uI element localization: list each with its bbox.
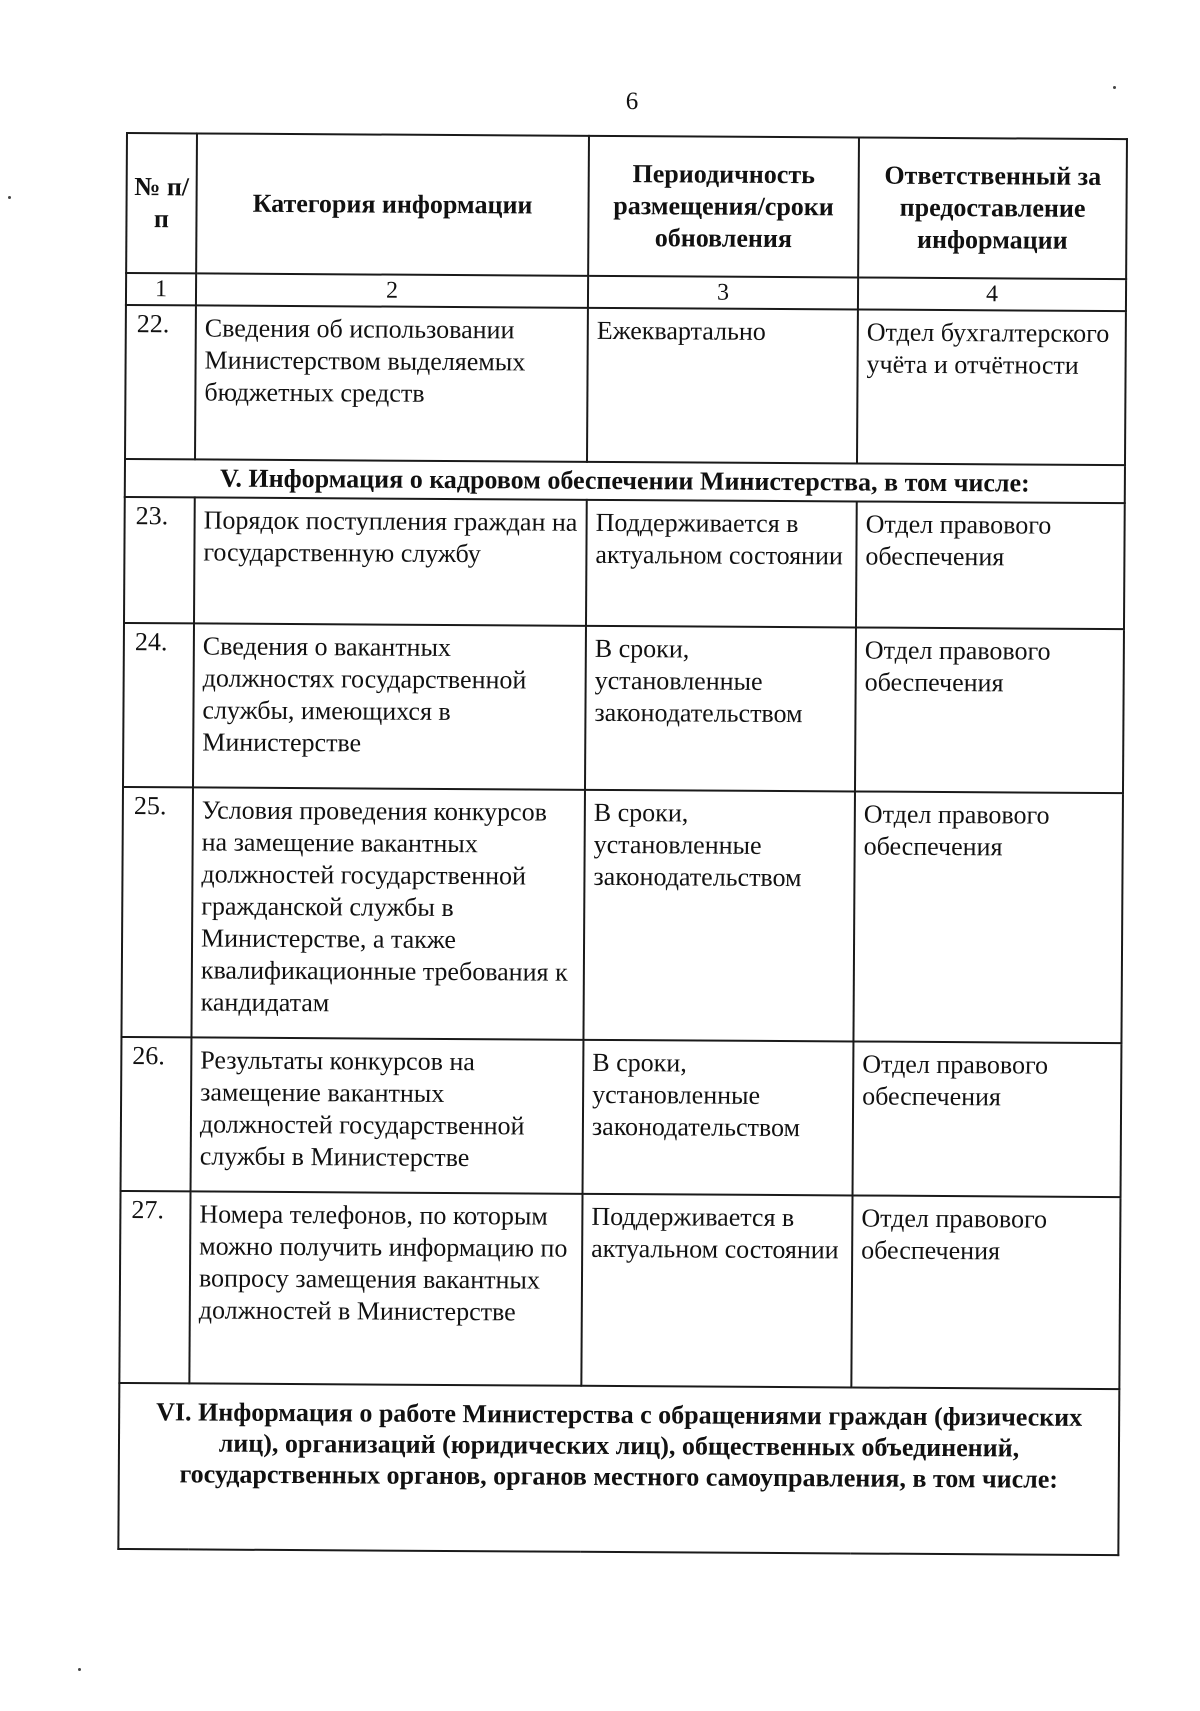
header-number: № п/п (126, 133, 197, 273)
row-periodicity: В сроки, установленные законодательством (583, 1040, 854, 1196)
row-periodicity: Поддерживается в актуальном состоянии (581, 1194, 852, 1388)
scan-speck (1113, 86, 1116, 89)
row-periodicity: В сроки, установленные законодательством (585, 626, 856, 792)
row-category: Результаты конкурсов на замещение вакантных должностей государственной службы в Министерстве (191, 1037, 584, 1193)
row-category: Сведения о вакантных должностях государственной службы, имеющихся в Министерстве (193, 623, 586, 789)
table-row (121, 1037, 1122, 1197)
row-responsible: Отдел правового обеспечения (855, 627, 1124, 793)
row-number: 24. (123, 623, 194, 787)
row-responsible: Отдел бухгалтерского учёта и отчётности (857, 309, 1126, 465)
row-periodicity: Поддерживается в актуальном состоянии (586, 500, 857, 628)
row-number: 22. (125, 305, 196, 459)
row-responsible: Отдел правового обеспечения (856, 501, 1125, 629)
row-periodicity: В сроки, установленные законодательством (583, 790, 855, 1042)
table-row (121, 787, 1123, 1043)
row-category: Номера телефонов, по которым можно получить информацию по вопросу замещения вакантных должностей в Министерстве (189, 1191, 582, 1385)
row-category: Сведения об использовании Министерством выделяемых бюджетных средств (195, 305, 588, 461)
header-category: Категория информации (196, 133, 589, 275)
row-category: Порядок поступления граждан на государственную службу (194, 497, 587, 625)
section-5-heading: V. Информация о кадровом обеспечении Министерства, в том числе: (125, 459, 1125, 503)
table-row (124, 497, 1125, 629)
row-number: 27. (119, 1191, 190, 1383)
row-category: Условия проведения конкурсов на замещение вакантных должностей государственной гражданской службы в Министерстве, а также квалификационные требования к кандидатам (191, 787, 585, 1039)
row-number: 25. (121, 787, 193, 1037)
row-periodicity: Ежеквартально (587, 308, 858, 464)
header-periodicity: Периодичность размещения/сроки обновления (588, 136, 859, 278)
page-number: 6 (625, 88, 639, 115)
scan-speck (8, 196, 11, 199)
column-number: 2 (196, 273, 588, 307)
table-row (123, 623, 1124, 793)
row-responsible: Отдел правового обеспечения (853, 791, 1123, 1043)
scan-speck (78, 1668, 81, 1671)
table-row (119, 1191, 1120, 1389)
column-number: 4 (858, 277, 1126, 311)
table-row (125, 305, 1126, 465)
section-6-heading: VI. Информация о работе Министерства с обращениями граждан (физических лиц), организаций (юридических лиц), общественных объединений, государственных органов, органов местного самоуправления, в том числе: (118, 1383, 1119, 1555)
row-responsible: Отдел правового обеспечения (851, 1195, 1120, 1389)
header-responsible: Ответственный за предоставление информации (858, 137, 1127, 279)
row-responsible: Отдел правового обеспечения (853, 1041, 1122, 1197)
section-heading-row (118, 1383, 1119, 1555)
row-number: 23. (124, 497, 195, 623)
column-number: 1 (126, 273, 196, 305)
information-table (117, 132, 1128, 1556)
section-heading-row (125, 459, 1125, 503)
row-number: 26. (121, 1037, 192, 1191)
table-header-row (126, 133, 1127, 279)
column-number: 3 (588, 276, 858, 310)
